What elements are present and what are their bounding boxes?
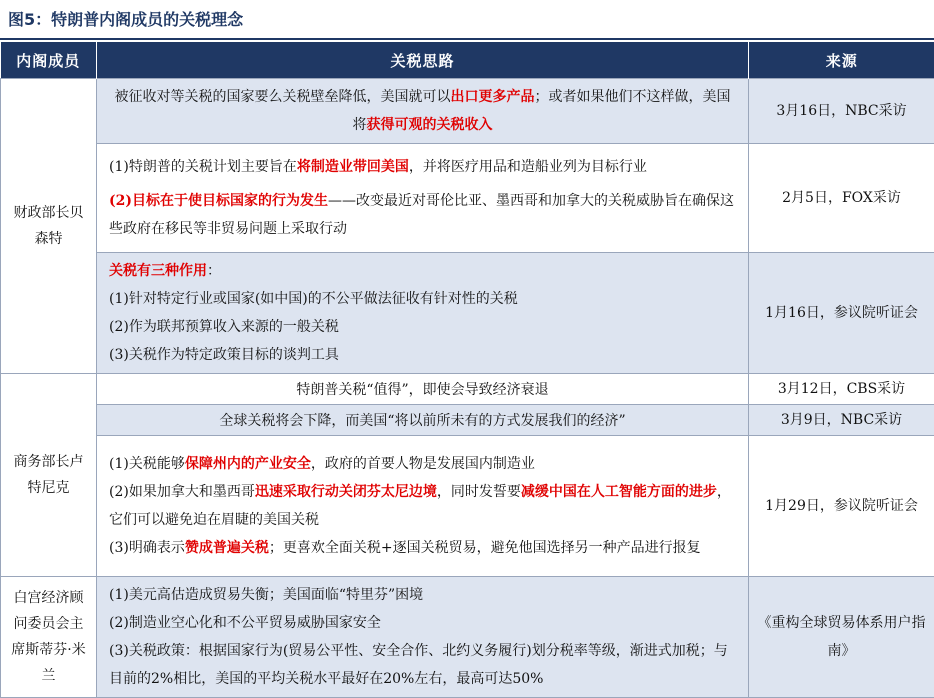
table-row xyxy=(1,436,934,577)
idea-text: 特朗普关税“值得”，即使会导致经济衰退 xyxy=(109,379,736,399)
highlight-text: (2)目标在于使目标国家的行为发生 xyxy=(109,193,328,209)
idea-line: (1)美元高估造成贸易失衡；美国面临“特里芬”困境 xyxy=(109,581,736,609)
tariff-table xyxy=(0,42,934,698)
source-cell: 3月16日，NBC采访 xyxy=(749,79,934,144)
member-name: 财政部长贝森特 xyxy=(14,205,84,247)
idea-line: (2)作为联邦预算收入来源的一般关税 xyxy=(109,313,736,341)
highlight-text: 保障州内的产业安全 xyxy=(185,456,311,472)
table-header-row xyxy=(1,42,934,79)
member-cell-bessent xyxy=(1,79,97,374)
idea-line: (3)关税作为特定政策目标的谈判工具 xyxy=(109,341,736,369)
header-idea: 关税思路 xyxy=(97,42,749,79)
member-name: 白宫经济顾问委员会主席斯蒂芬·米兰 xyxy=(11,590,85,684)
idea-cell xyxy=(97,577,749,698)
idea-text: 全球关税将会下降，而美国“将以前所未有的方式发展我们的经济” xyxy=(109,410,736,430)
highlight-text: 迅速采取行动关闭芬太尼边境 xyxy=(255,484,437,500)
idea-line: (1)关税能够保障州内的产业安全，政府的首要人物是发展国内制造业 xyxy=(109,450,736,478)
idea-line: (2)目标在于使目标国家的行为发生——改变最近对哥伦比亚、墨西哥和加拿大的关税威胁旨在确保这些政府在移民等非贸易问题上采取行动 xyxy=(109,187,736,243)
highlight-text: 减缓中国在人工智能方面的进步 xyxy=(521,484,717,500)
title-rule xyxy=(0,38,934,40)
source-cell: 《重构全球贸易体系用户指南》 xyxy=(749,577,934,698)
idea-line: (3)明确表示赞成普遍关税；更喜欢全面关税+逐国关税贸易，避免他国选择另一种产品进行报复 xyxy=(109,534,736,562)
source-cell: 2月5日，FOX采访 xyxy=(749,144,934,253)
source-cell: 1月29日，参议院听证会 xyxy=(749,436,934,577)
idea-cell xyxy=(97,436,749,577)
highlight-text: 出口更多产品 xyxy=(451,89,535,105)
table-row xyxy=(1,577,934,698)
source-cell: 1月16日，参议院听证会 xyxy=(749,253,934,374)
highlight-text: 获得可观的关税收入 xyxy=(367,117,493,133)
highlight-text: 将制造业带回美国 xyxy=(297,159,409,175)
idea-line: (1)针对特定行业或国家(如中国)的不公平做法征收有针对性的关税 xyxy=(109,285,736,313)
idea-cell xyxy=(97,144,749,253)
highlight-text: 关税有三种作用 xyxy=(109,263,207,279)
table-row xyxy=(1,374,934,405)
table-row xyxy=(1,79,934,144)
highlight-text: 赞成普遍关税 xyxy=(185,540,269,556)
figure-title: 图5：特朗普内阁成员的关税理念 xyxy=(8,8,243,32)
idea-text: 被征收对等关税的国家要么关税壁垒降低，美国就可以出口更多产品；或者如果他们不这样做，美国将获得可观的关税收入 xyxy=(109,83,736,139)
table-row xyxy=(1,405,934,436)
header-source: 来源 xyxy=(749,42,934,79)
idea-line: (3)关税政策：根据国家行为(贸易公平性、安全合作、北约义务履行)划分税率等级，渐进式加税；与目前的2%相比，美国的平均关税水平最好在20%左右，最高可达50% xyxy=(109,637,736,693)
member-name: 商务部长卢特尼克 xyxy=(14,454,84,496)
table-row xyxy=(1,253,934,374)
source-cell: 3月9日，NBC采访 xyxy=(749,405,934,436)
idea-line: (1)特朗普的关税计划主要旨在将制造业带回美国，并将医疗用品和造船业列为目标行业 xyxy=(109,153,736,181)
idea-cell xyxy=(97,374,749,405)
table-row xyxy=(1,144,934,253)
member-cell-miran xyxy=(1,577,97,698)
idea-cell xyxy=(97,253,749,374)
idea-cell xyxy=(97,79,749,144)
idea-line: 关税有三种作用： xyxy=(109,257,736,285)
header-member: 内阁成员 xyxy=(1,42,97,79)
idea-cell xyxy=(97,405,749,436)
source-cell: 3月12日，CBS采访 xyxy=(749,374,934,405)
member-cell-lutnick xyxy=(1,374,97,577)
idea-line: (2)制造业空心化和不公平贸易威胁国家安全 xyxy=(109,609,736,637)
idea-line: (2)如果加拿大和墨西哥迅速采取行动关闭芬太尼边境，同时发誓要减缓中国在人工智能方面的进步，它们可以避免迫在眉睫的美国关税 xyxy=(109,478,736,534)
